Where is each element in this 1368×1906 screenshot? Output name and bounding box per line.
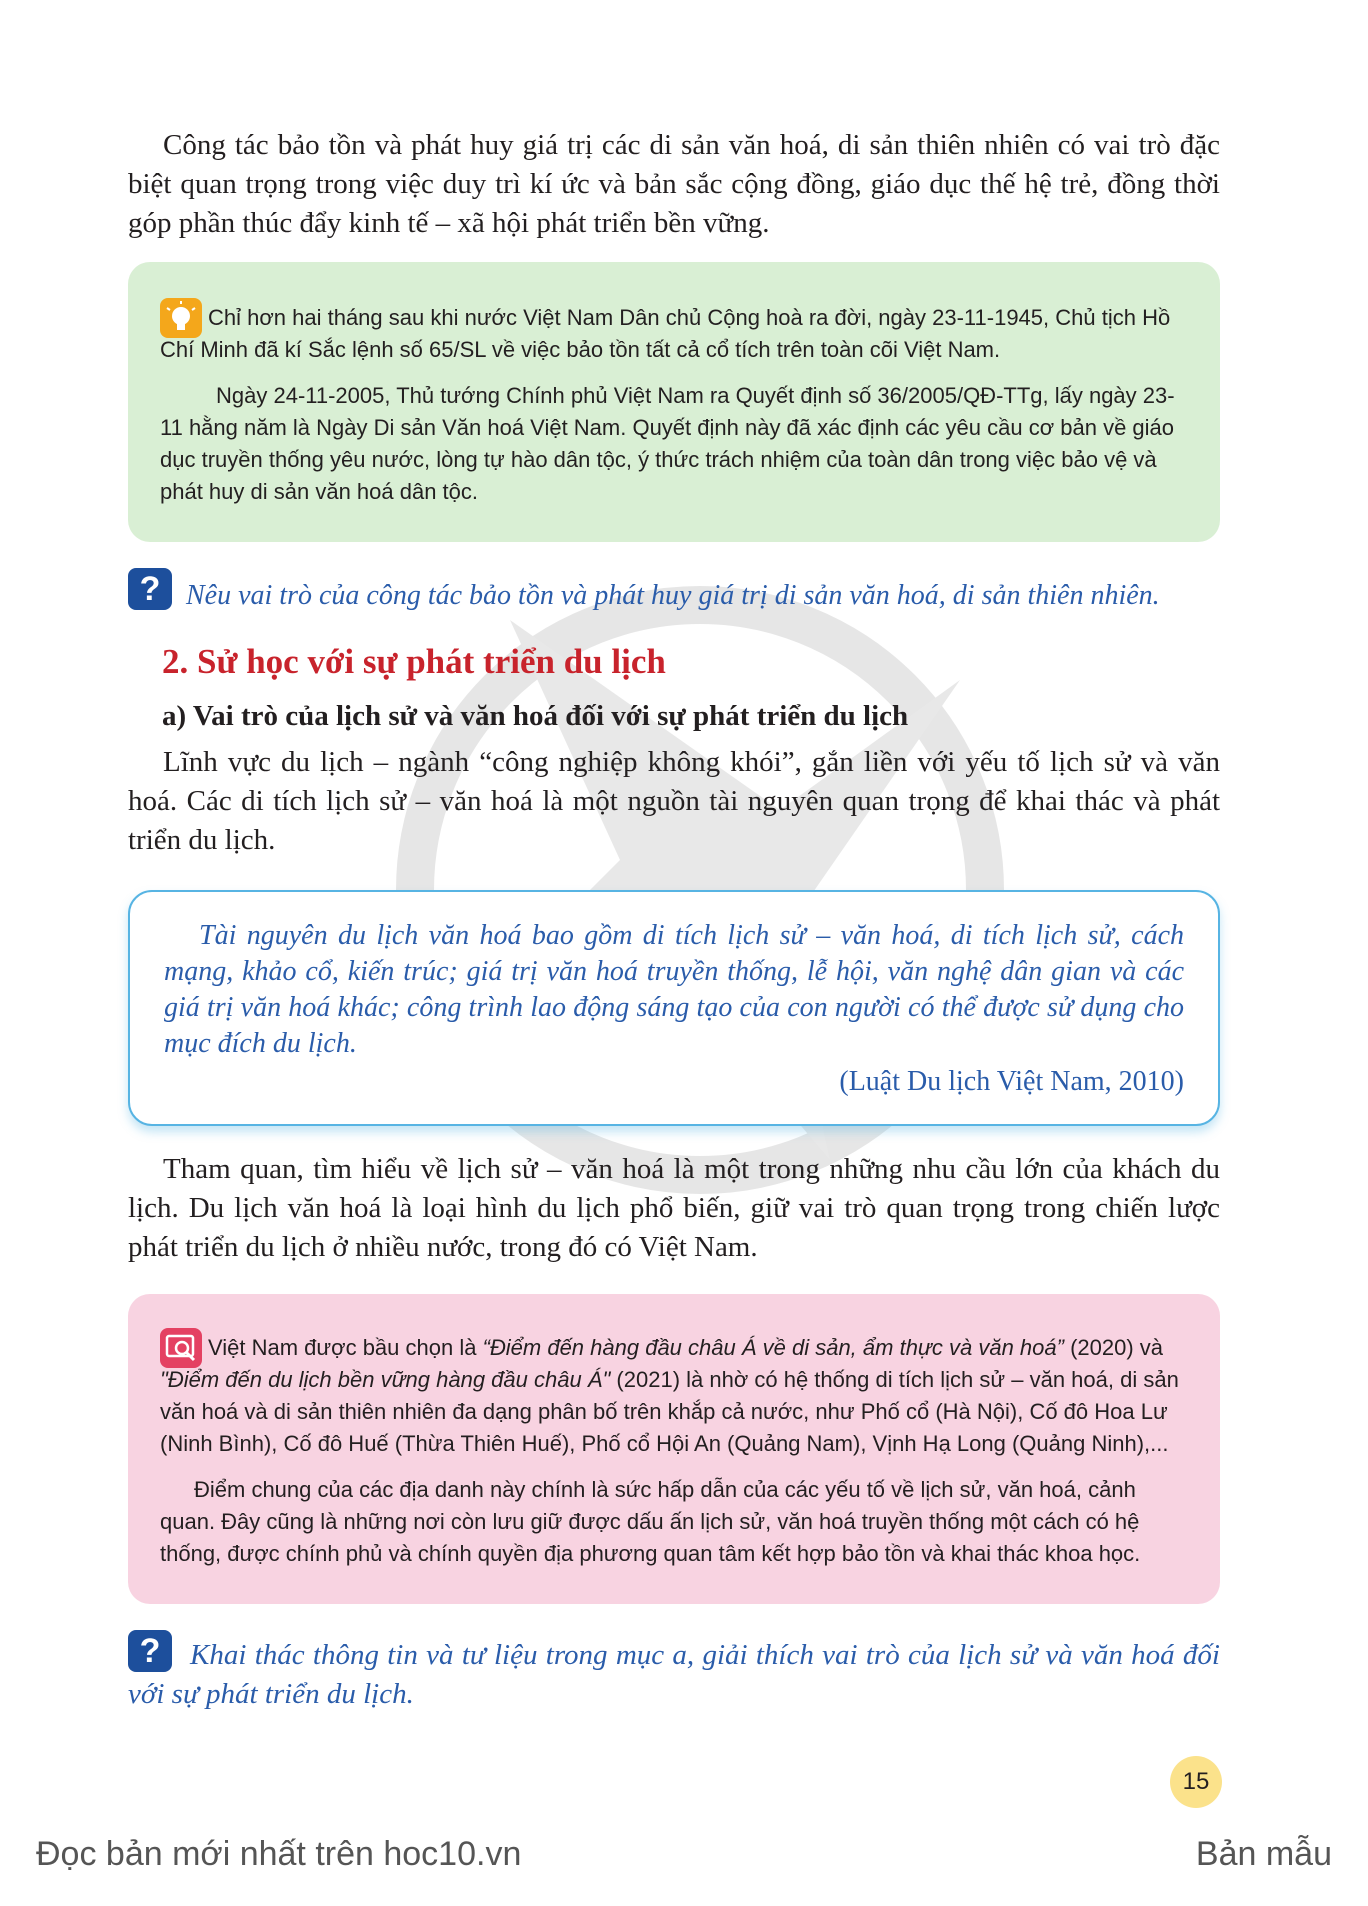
question-icon: ? bbox=[128, 1630, 172, 1672]
paragraph-cultural-tourism: Tham quan, tìm hiểu về lịch sử – văn hoá là một trong những nhu cầu lớn của khách du lịch. Du lịch văn hoá là loại hình du lịch phổ biến, giữ vai trò quan trọng trong chiến lược phát triển du lịch ở nhiều nước, trong đó có Việt Nam. bbox=[128, 1153, 1220, 1263]
page-number: 15 bbox=[1170, 1756, 1222, 1808]
question-icon: ? bbox=[128, 568, 172, 610]
info-box-destinations bbox=[128, 1294, 1220, 1604]
info-box-history bbox=[128, 262, 1220, 542]
subsection-heading: a) Vai trò của lịch sử và văn hoá đối với sự phát triển du lịch bbox=[162, 700, 909, 732]
info-box-1-para-2: Ngày 24-11-2005, Thủ tướng Chính phủ Việt Nam ra Quyết định số 36/2005/QĐ-TTg, lấy ngày 23-11 hằng năm là Ngày Di sản Văn hoá Việt Nam. Quyết định này đã xác định các yêu cầu cơ bản về giáo dục truyền thống yêu nước, lòng tự hào dân tộc, ý thức trách nhiệm của toàn dân trong việc bảo vệ và phát huy di sản văn hoá dân tộc. bbox=[160, 383, 1175, 504]
info-box-2-para-2: Điểm chung của các địa danh này chính là sức hấp dẫn của các yếu tố về lịch sử, văn hoá, cảnh quan. Đây cũng là những nơi còn lưu giữ được dấu ấn lịch sử, văn hoá truyền thống một cách có hệ thống, được chính phủ và chính quyền địa phương quan tâm kết hợp bảo tồn và khai thác khoa học. bbox=[160, 1477, 1141, 1566]
quote-source: (Luật Du lịch Việt Nam, 2010) bbox=[839, 1066, 1184, 1097]
footer-link-text: Đọc bản mới nhất trên hoc10.vn bbox=[36, 1835, 522, 1873]
paragraph-tourism-role: Lĩnh vực du lịch – ngành “công nghiệp không khói”, gắn liền với yếu tố lịch sử và văn hoá. Các di tích lịch sử – văn hoá là một nguồn tài nguyên quan trọng để khai thác và phát triển du lịch. bbox=[128, 746, 1220, 856]
info-box-1-para-1: Chỉ hơn hai tháng sau khi nước Việt Nam Dân chủ Cộng hoà ra đời, ngày 23-11-1945, Chủ tịch Hồ Chí Minh đã kí Sắc lệnh số 65/SL về việc bảo tồn tất cả cổ tích trên toàn cõi Việt Nam. bbox=[160, 305, 1171, 362]
quote-box bbox=[128, 890, 1220, 1126]
question-2-text: Khai thác thông tin và tư liệu trong mục a, giải thích vai trò của lịch sử và văn hoá đối với sự phát triển du lịch. bbox=[128, 1639, 1220, 1710]
section-heading: 2. Sử học với sự phát triển du lịch bbox=[162, 642, 666, 681]
footer-sample-label: Bản mẫu bbox=[1195, 1835, 1332, 1873]
quote-text: Tài nguyên du lịch văn hoá bao gồm di tích lịch sử – văn hoá, di tích lịch sử, cách mạng, khảo cổ, kiến trúc; giá trị văn hoá truyền thống, lễ hội, văn nghệ dân gian và các giá trị văn hoá khác; công trình lao động sáng tạo của con người có thể được sử dụng cho mục đích du lịch. bbox=[164, 920, 1184, 1059]
question-1-text: Nêu vai trò của công tác bảo tồn và phát huy giá trị di sản văn hoá, di sản thiên nhiên. bbox=[186, 580, 1160, 611]
intro-paragraph: Công tác bảo tồn và phát huy giá trị các di sản văn hoá, di sản thiên nhiên có vai trò đặc biệt quan trọng trong việc duy trì kí ức và bản sắc cộng đồng, giáo dục thế hệ trẻ, đồng thời góp phần thúc đẩy kinh tế – xã hội phát triển bền vững. bbox=[128, 129, 1220, 239]
info-box-2-para-1: Việt Nam được bầu chọn là “Điểm đến hàng đầu châu Á về di sản, ẩm thực và văn hoá” (2020) và "Điểm đến du lịch bền vững hàng đầu châu Á" (2021) là nhờ có hệ thống di tích lịch sử – văn hoá, di sản văn hoá và di sản thiên nhiên đa dạng phân bố trên khắp cả nước, như Phố cổ (Hà Nội), Cố đô Hoa Lư (Ninh Bình), Cố đô Huế (Thừa Thiên Huế), Phố cổ Hội An (Quảng Nam), Vịnh Hạ Long (Quảng Ninh),... bbox=[160, 1335, 1179, 1456]
